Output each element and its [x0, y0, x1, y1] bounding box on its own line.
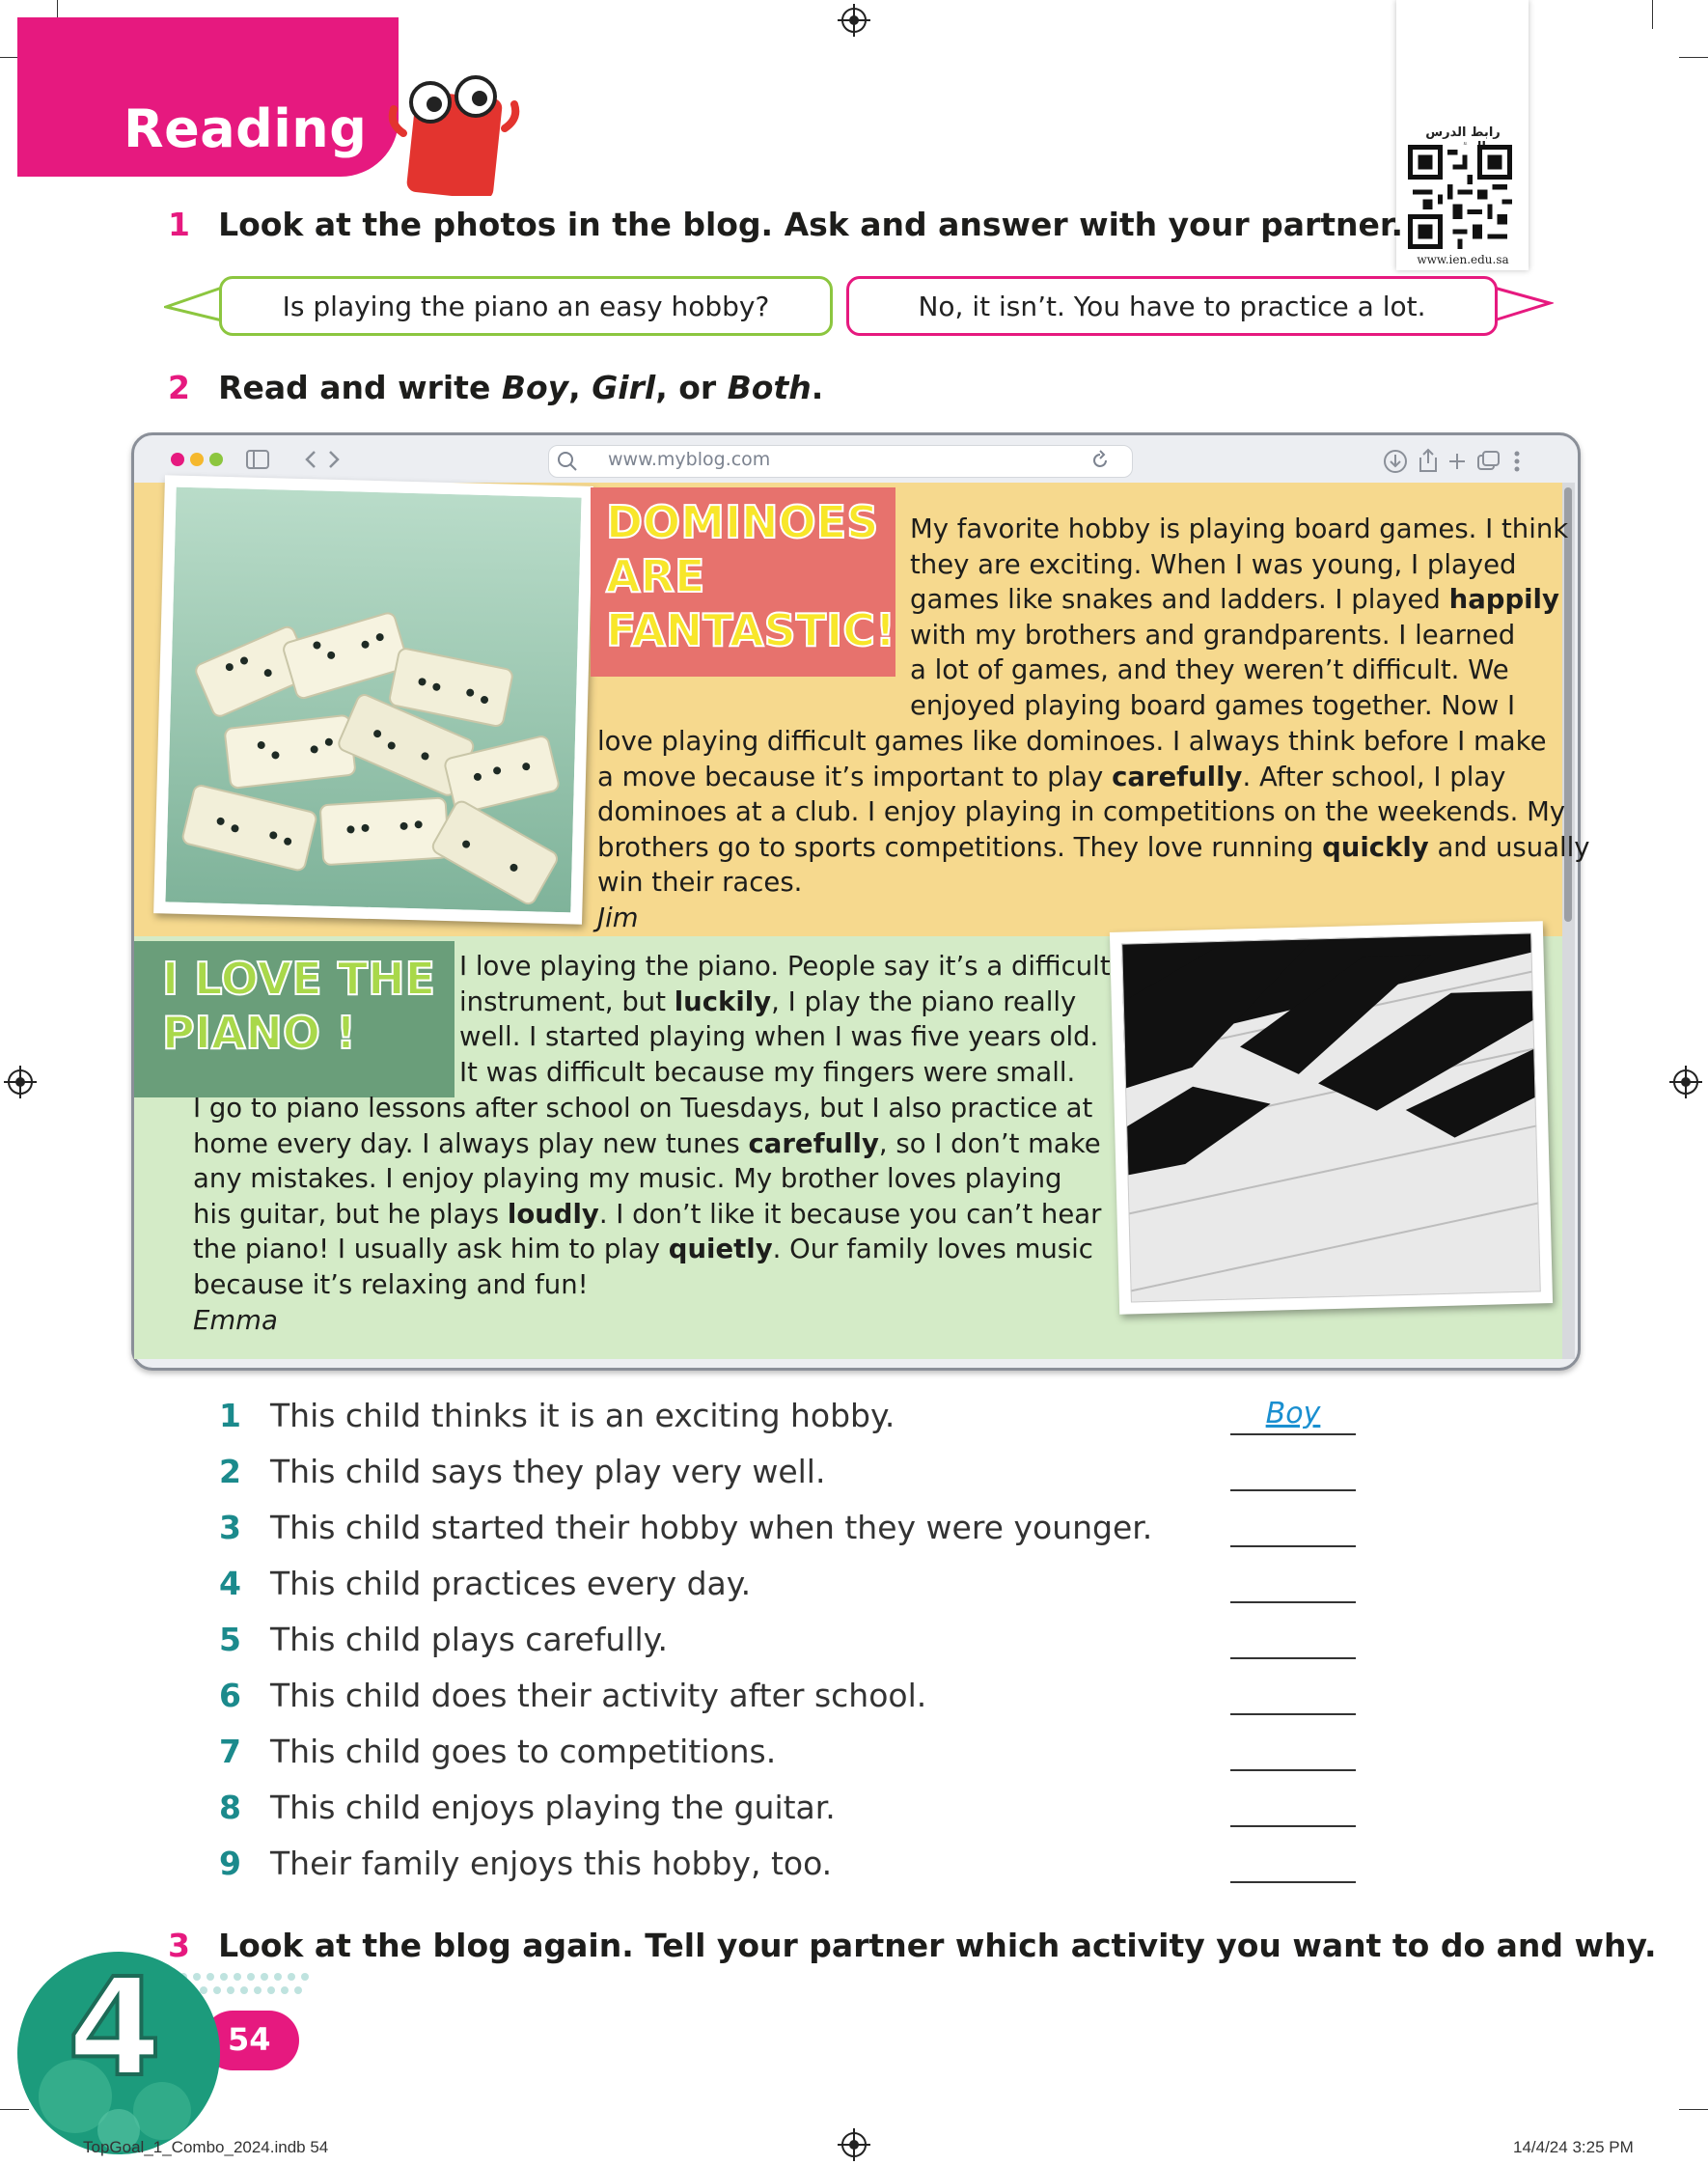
item-number: 3 — [219, 1509, 241, 1546]
text-line — [193, 1126, 1101, 1162]
text-line: a lot of games, and they weren’t difficult. We — [910, 654, 1509, 686]
item-text: This child thinks it is an exciting hobby. — [270, 1397, 895, 1434]
answer-blank[interactable] — [1230, 1713, 1356, 1715]
item-text: This child does their activity after school. — [270, 1677, 927, 1714]
list-item — [212, 1397, 1370, 1445]
question-text-prefix: Read and write — [218, 369, 502, 406]
bold-word: carefully — [748, 1127, 879, 1159]
answer-blank[interactable] — [1230, 1489, 1356, 1491]
text-line: enjoyed playing board games together. Now I — [910, 689, 1516, 721]
text-segment: a move because it’s important to play — [597, 761, 1113, 792]
headline-line: FANTASTIC! — [606, 604, 896, 657]
answer-blank[interactable] — [1230, 1825, 1356, 1827]
search-icon — [556, 450, 579, 473]
text-segment: games like snakes and ladders. I played — [910, 584, 1449, 616]
text-line: My favorite hobby is playing board games. I think — [910, 513, 1569, 544]
headline-line: ARE — [606, 550, 705, 603]
item-text: This child goes to competitions. — [270, 1733, 777, 1770]
close-dot-icon — [171, 453, 184, 466]
list-item — [212, 1509, 1370, 1557]
qr-caption: رابط الدرس — [1425, 125, 1501, 140]
answer-blank[interactable] — [1230, 1657, 1356, 1659]
item-number: 2 — [219, 1453, 241, 1490]
question-text: Look at the photos in the blog. Ask and answer with your partner. — [218, 206, 1404, 243]
text-line: dominoes at a club. I enjoy playing in competitions on the weekends. My — [597, 796, 1566, 828]
answer-blank[interactable] — [1230, 1601, 1356, 1603]
blog-headline-emma — [162, 952, 435, 1060]
sidebar-icon — [247, 451, 268, 468]
text-line: win their races. — [597, 867, 803, 899]
text-segment: home every day. I always play new tunes — [193, 1127, 749, 1159]
bold-word: luckily — [674, 985, 772, 1017]
qr-url: www.ien.edu.sa — [1417, 253, 1509, 266]
blog-text-emma-bottom — [193, 1091, 1101, 1338]
section-title: Reading — [124, 98, 368, 159]
bold-word: quickly — [1322, 831, 1429, 863]
text-segment: the piano! I usually ask him to play — [193, 1234, 669, 1265]
blog-headline-jim — [606, 495, 895, 657]
question-number: 2 — [168, 369, 190, 406]
maximize-dot-icon — [209, 453, 223, 466]
unit-number: 4 — [68, 1950, 162, 2107]
bold-word: carefully — [1112, 761, 1243, 792]
list-item — [212, 1453, 1370, 1501]
list-item — [212, 1677, 1370, 1725]
text-line: because it’s relaxing and fun! — [193, 1268, 589, 1300]
blog-text-jim-bottom — [597, 724, 1590, 936]
text-segment: brothers go to sports competitions. They love running — [597, 831, 1323, 863]
text-line: with my brothers and grandparents. I learned — [910, 619, 1516, 651]
option-both: Both — [727, 369, 812, 406]
question-number: 1 — [168, 206, 190, 243]
registration-mark — [841, 8, 867, 33]
text-line: they are exciting. When I was young, I played — [910, 548, 1517, 580]
item-number: 6 — [219, 1677, 241, 1714]
text-segment: . After school, I play — [1242, 761, 1506, 792]
bold-word: happily — [1448, 584, 1559, 616]
list-item — [212, 1789, 1370, 1837]
answer-blank[interactable] — [1230, 1881, 1356, 1883]
blog-text-jim-top — [910, 512, 1568, 724]
item-number: 5 — [219, 1621, 241, 1658]
text-segment: instrument, but — [459, 985, 675, 1017]
separator: , or — [655, 369, 728, 406]
question-number: 3 — [168, 1927, 190, 1964]
bubble-text: No, it isn’t. You have to practice a lot. — [918, 290, 1426, 322]
registration-mark — [1673, 1069, 1698, 1095]
mascot-illustration — [384, 75, 529, 196]
text-segment: , so I don’t make — [878, 1127, 1101, 1159]
new-tab-icon — [1449, 454, 1465, 469]
page-number: 54 — [228, 2021, 271, 2058]
browser-toolbar-icons[interactable] — [1382, 446, 1536, 477]
text-segment: . I don’t like it because you can’t hear — [598, 1198, 1102, 1230]
text-line: I go to piano lessons after school on Tuesdays, but I also practice at — [193, 1093, 1093, 1124]
answer-blank[interactable] — [1230, 1769, 1356, 1771]
text-segment: his guitar, but he plays — [193, 1198, 508, 1230]
registration-mark — [841, 2132, 867, 2157]
text-line — [597, 830, 1590, 866]
item-text: This child practices every day. — [270, 1565, 752, 1602]
separator: . — [811, 369, 824, 406]
crop-mark — [1679, 57, 1708, 58]
item-number: 1 — [219, 1397, 241, 1434]
text-segment: . Our family loves music — [772, 1234, 1093, 1265]
back-icon — [307, 452, 315, 467]
option-girl: Girl — [592, 369, 656, 406]
text-line: love playing difficult games like dominoes. I always think before I make — [597, 726, 1547, 757]
bold-word: loudly — [507, 1198, 599, 1230]
answer-example: Boy — [1265, 1397, 1321, 1430]
text-line — [193, 1197, 1101, 1233]
dominoes-photo — [153, 475, 593, 924]
list-item — [212, 1733, 1370, 1781]
question-text: Look at the blog again. Tell your partner which activity you want to do and why. — [218, 1927, 1657, 1964]
footer-date: 14/4/24 3:25 PM — [1513, 2138, 1634, 2156]
text-line: It was difficult because my fingers were small. — [459, 1056, 1076, 1088]
list-item — [212, 1845, 1370, 1893]
text-segment: , I play the piano really — [771, 985, 1077, 1017]
qr-code-icon[interactable] — [1406, 145, 1514, 249]
window-controls — [164, 444, 280, 475]
speech-bubble-answer — [846, 276, 1498, 336]
question-1 — [168, 206, 1403, 243]
list-item — [212, 1565, 1370, 1613]
speech-bubble-question — [219, 276, 833, 336]
text-line — [193, 1232, 1101, 1267]
piano-keys-image — [1121, 933, 1541, 1303]
answer-blank[interactable] — [1230, 1545, 1356, 1547]
piano-photo — [1110, 921, 1553, 1315]
answer-blank[interactable] — [1230, 1433, 1356, 1435]
item-number: 8 — [219, 1789, 241, 1826]
headline-line: I LOVE THE — [162, 953, 436, 1005]
text-line — [459, 985, 1111, 1020]
author-name: Emma — [193, 1304, 278, 1336]
text-line — [910, 582, 1568, 618]
text-line: any mistakes. I enjoy playing my music. My brother loves playing — [193, 1163, 1062, 1195]
more-icon — [1515, 452, 1520, 457]
registration-mark — [8, 1069, 33, 1095]
option-boy: Boy — [501, 369, 569, 406]
item-number: 4 — [219, 1565, 241, 1602]
share-icon — [1420, 450, 1436, 471]
address-text: www.myblog.com — [608, 449, 771, 470]
crop-mark — [1679, 2109, 1708, 2110]
question-3 — [168, 1927, 1657, 1964]
item-text: Their family enjoys this hobby, too. — [270, 1845, 833, 1882]
blog-text-emma-top — [459, 949, 1111, 1090]
text-line: well. I started playing when I was five years old. — [459, 1021, 1099, 1053]
separator: , — [568, 369, 592, 406]
nav-arrows[interactable] — [297, 446, 345, 473]
question-2 — [168, 369, 823, 406]
list-item — [212, 1621, 1370, 1669]
footer-file: TopGoal_1_Combo_2024.indb 54 — [83, 2138, 329, 2156]
crop-mark — [1652, 0, 1653, 29]
author-name: Jim — [597, 902, 639, 933]
text-line: I love playing the piano. People say it’s a difficult — [459, 951, 1111, 982]
headline-line: PIANO ! — [162, 1007, 357, 1060]
item-text: This child enjoys playing the guitar. — [270, 1789, 836, 1826]
text-segment: and usually — [1428, 831, 1590, 863]
bubble-text: Is playing the piano an easy hobby? — [282, 290, 770, 322]
item-text: This child plays carefully. — [270, 1621, 669, 1658]
item-text: This child says they play very well. — [270, 1453, 826, 1490]
minimize-dot-icon — [190, 453, 204, 466]
item-number: 7 — [219, 1733, 241, 1770]
forward-icon — [330, 452, 338, 467]
item-number: 9 — [219, 1845, 241, 1882]
dominoes-image — [165, 487, 581, 913]
reload-icon[interactable] — [1088, 449, 1112, 472]
item-text: This child started their hobby when they were younger. — [270, 1509, 1153, 1546]
text-line — [597, 760, 1590, 795]
headline-line: DOMINOES — [606, 496, 879, 548]
bold-word: quietly — [668, 1234, 773, 1265]
